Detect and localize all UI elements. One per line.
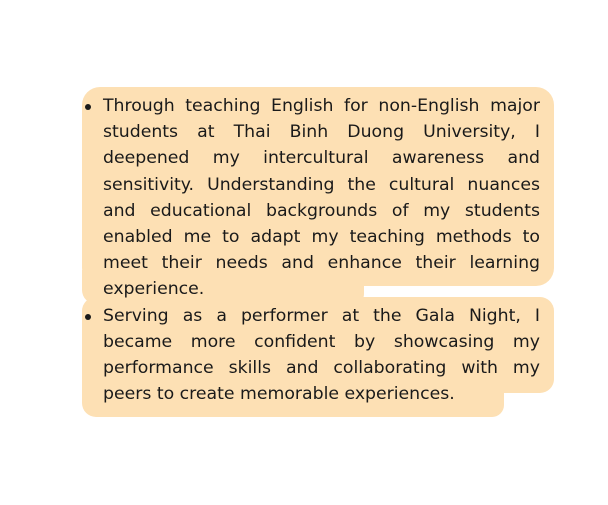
bullet-text-gala-night: Serving as a performer at the Gala Night, I became more confident by showcasing my performance skills and collaborating with my peers to create memorable experiences. [103, 305, 540, 405]
bullet-text-intercultural: Through teaching English for non-English major students at Thai Binh Duong University, I deepened my intercultural awareness and sensitivity. Understanding the cultural nuances and educational backgrounds of my students enabled me to adapt my teaching methods to meet their needs and enhance their learning experience. [103, 96, 540, 300]
bullet-item-intercultural [80, 93, 540, 303]
bullet-list [80, 93, 540, 407]
bullet-item-gala-night [80, 303, 540, 408]
